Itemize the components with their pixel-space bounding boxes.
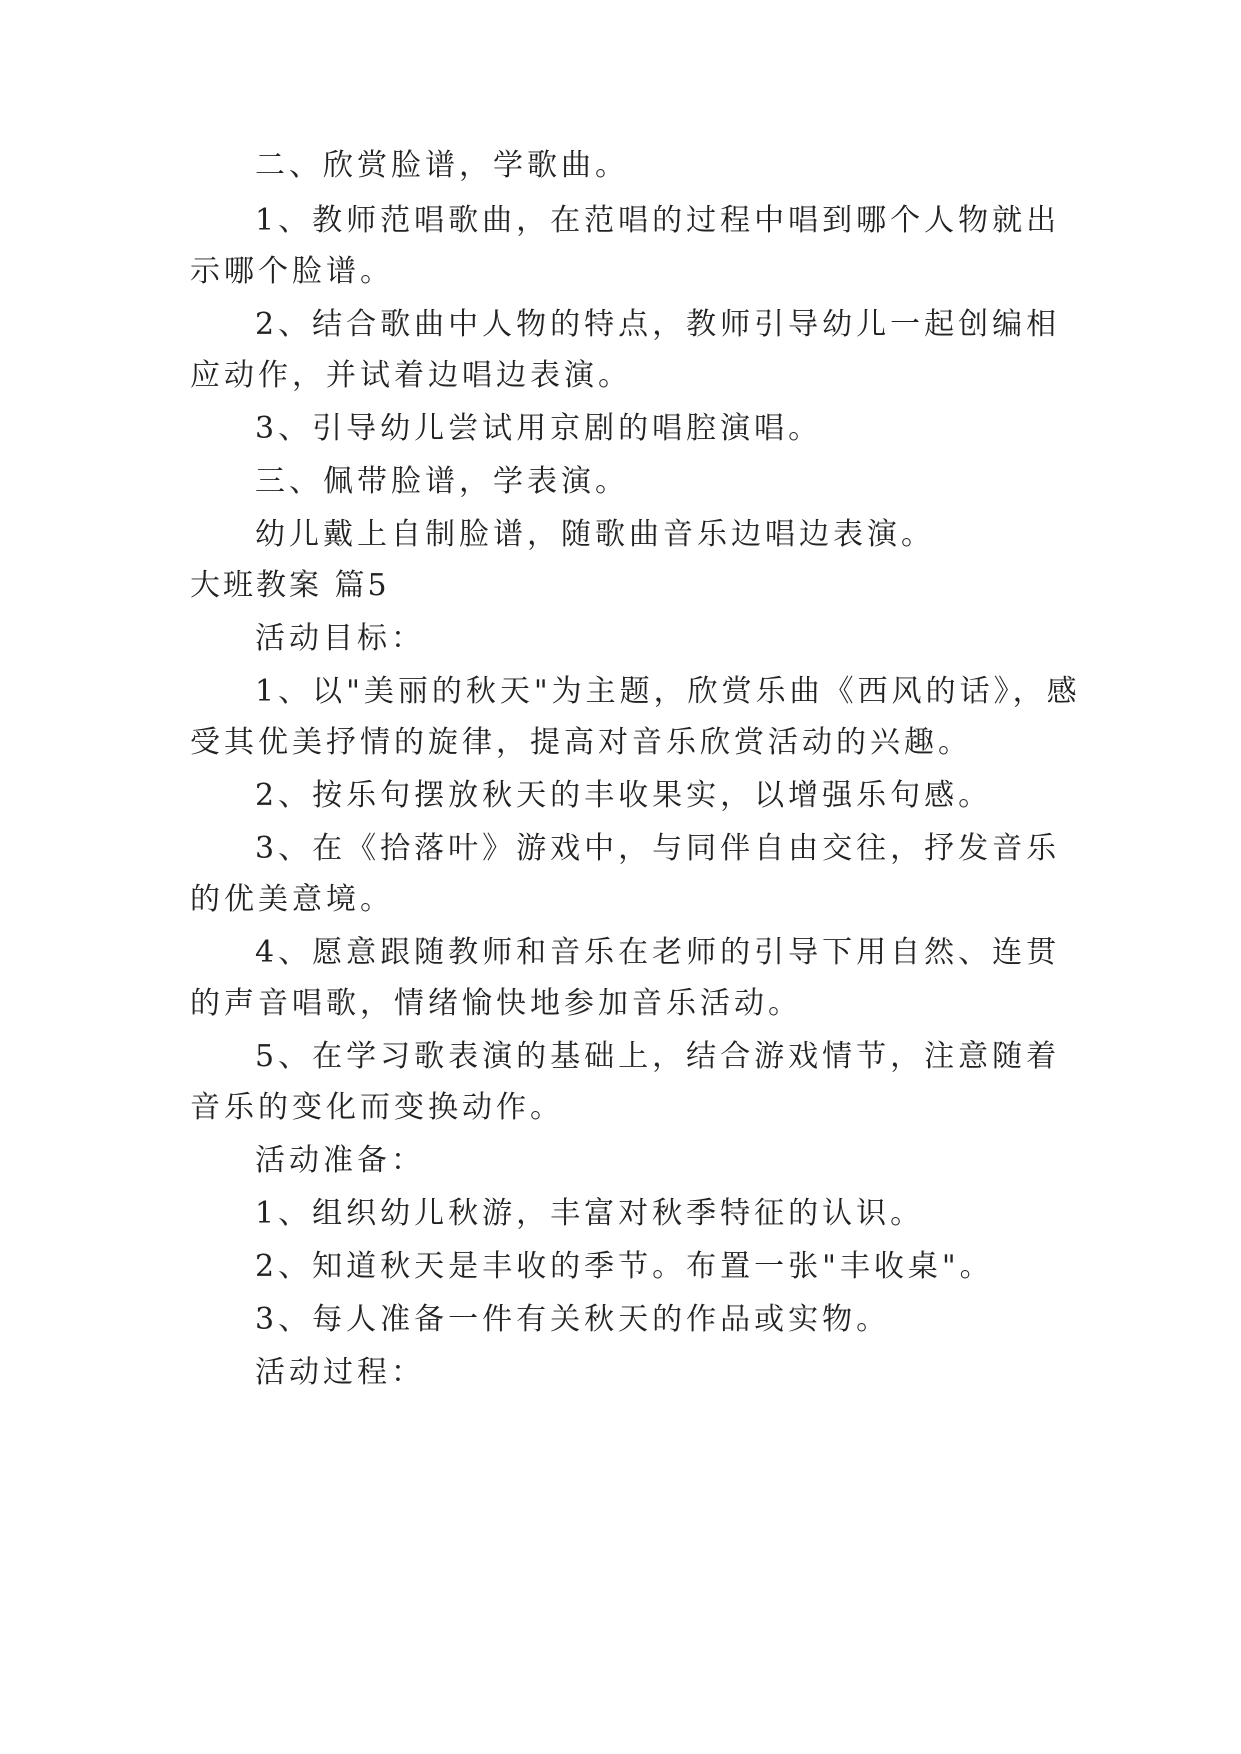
paragraph-line: 应动作，并试着边唱边表演。 xyxy=(190,358,632,393)
paragraph-line: 3、引导幼儿尝试用京剧的唱腔演唱。 xyxy=(255,411,823,446)
paragraph-line: 1、以"美丽的秋天"为主题，欣赏乐曲《西风的话》，感 xyxy=(255,674,1081,709)
paragraph-line: 4、愿意跟随教师和音乐在老师的引导下用自然、连贯 xyxy=(255,935,1061,970)
paragraph-line: 2、结合歌曲中人物的特点，教师引导幼儿一起创编相 xyxy=(255,307,1061,342)
paragraph-line: 2、知道秋天是丰收的季节。布置一张"丰收桌"。 xyxy=(255,1249,994,1284)
section-heading-preparation: 活动准备： xyxy=(255,1143,425,1178)
paragraph-line: 3、每人准备一件有关秋天的作品或实物。 xyxy=(255,1302,891,1337)
paragraph-line: 幼儿戴上自制脸谱，随歌曲音乐边唱边表演。 xyxy=(255,517,935,552)
lesson-title: 大班教案 篇5 xyxy=(190,568,390,603)
paragraph-line: 受其优美抒情的旋律，提高对音乐欣赏活动的兴趣。 xyxy=(190,725,972,760)
paragraph-line: 1、教师范唱歌曲，在范唱的过程中唱到哪个人物就出 xyxy=(255,203,1061,238)
paragraph-line: 1、组织幼儿秋游，丰富对秋季特征的认识。 xyxy=(255,1196,925,1231)
paragraph-line: 的优美意境。 xyxy=(190,882,394,917)
section-heading-perform: 三、佩带脸谱，学表演。 xyxy=(255,464,629,499)
paragraph-line: 示哪个脸谱。 xyxy=(190,254,394,289)
paragraph-line: 音乐的变化而变换动作。 xyxy=(190,1090,564,1125)
paragraph-line: 2、按乐句摆放秋天的丰收果实，以增强乐句感。 xyxy=(255,778,993,813)
section-heading-process: 活动过程： xyxy=(255,1355,425,1390)
paragraph-line: 的声音唱歌，情绪愉快地参加音乐活动。 xyxy=(190,986,802,1021)
paragraph-line: 5、在学习歌表演的基础上，结合游戏情节，注意随着 xyxy=(255,1039,1061,1074)
section-heading-appreciate: 二、欣赏脸谱，学歌曲。 xyxy=(255,148,629,183)
paragraph-line: 3、在《拾落叶》游戏中，与同伴自由交往，抒发音乐 xyxy=(255,831,1061,866)
section-heading-goals: 活动目标： xyxy=(255,621,425,656)
